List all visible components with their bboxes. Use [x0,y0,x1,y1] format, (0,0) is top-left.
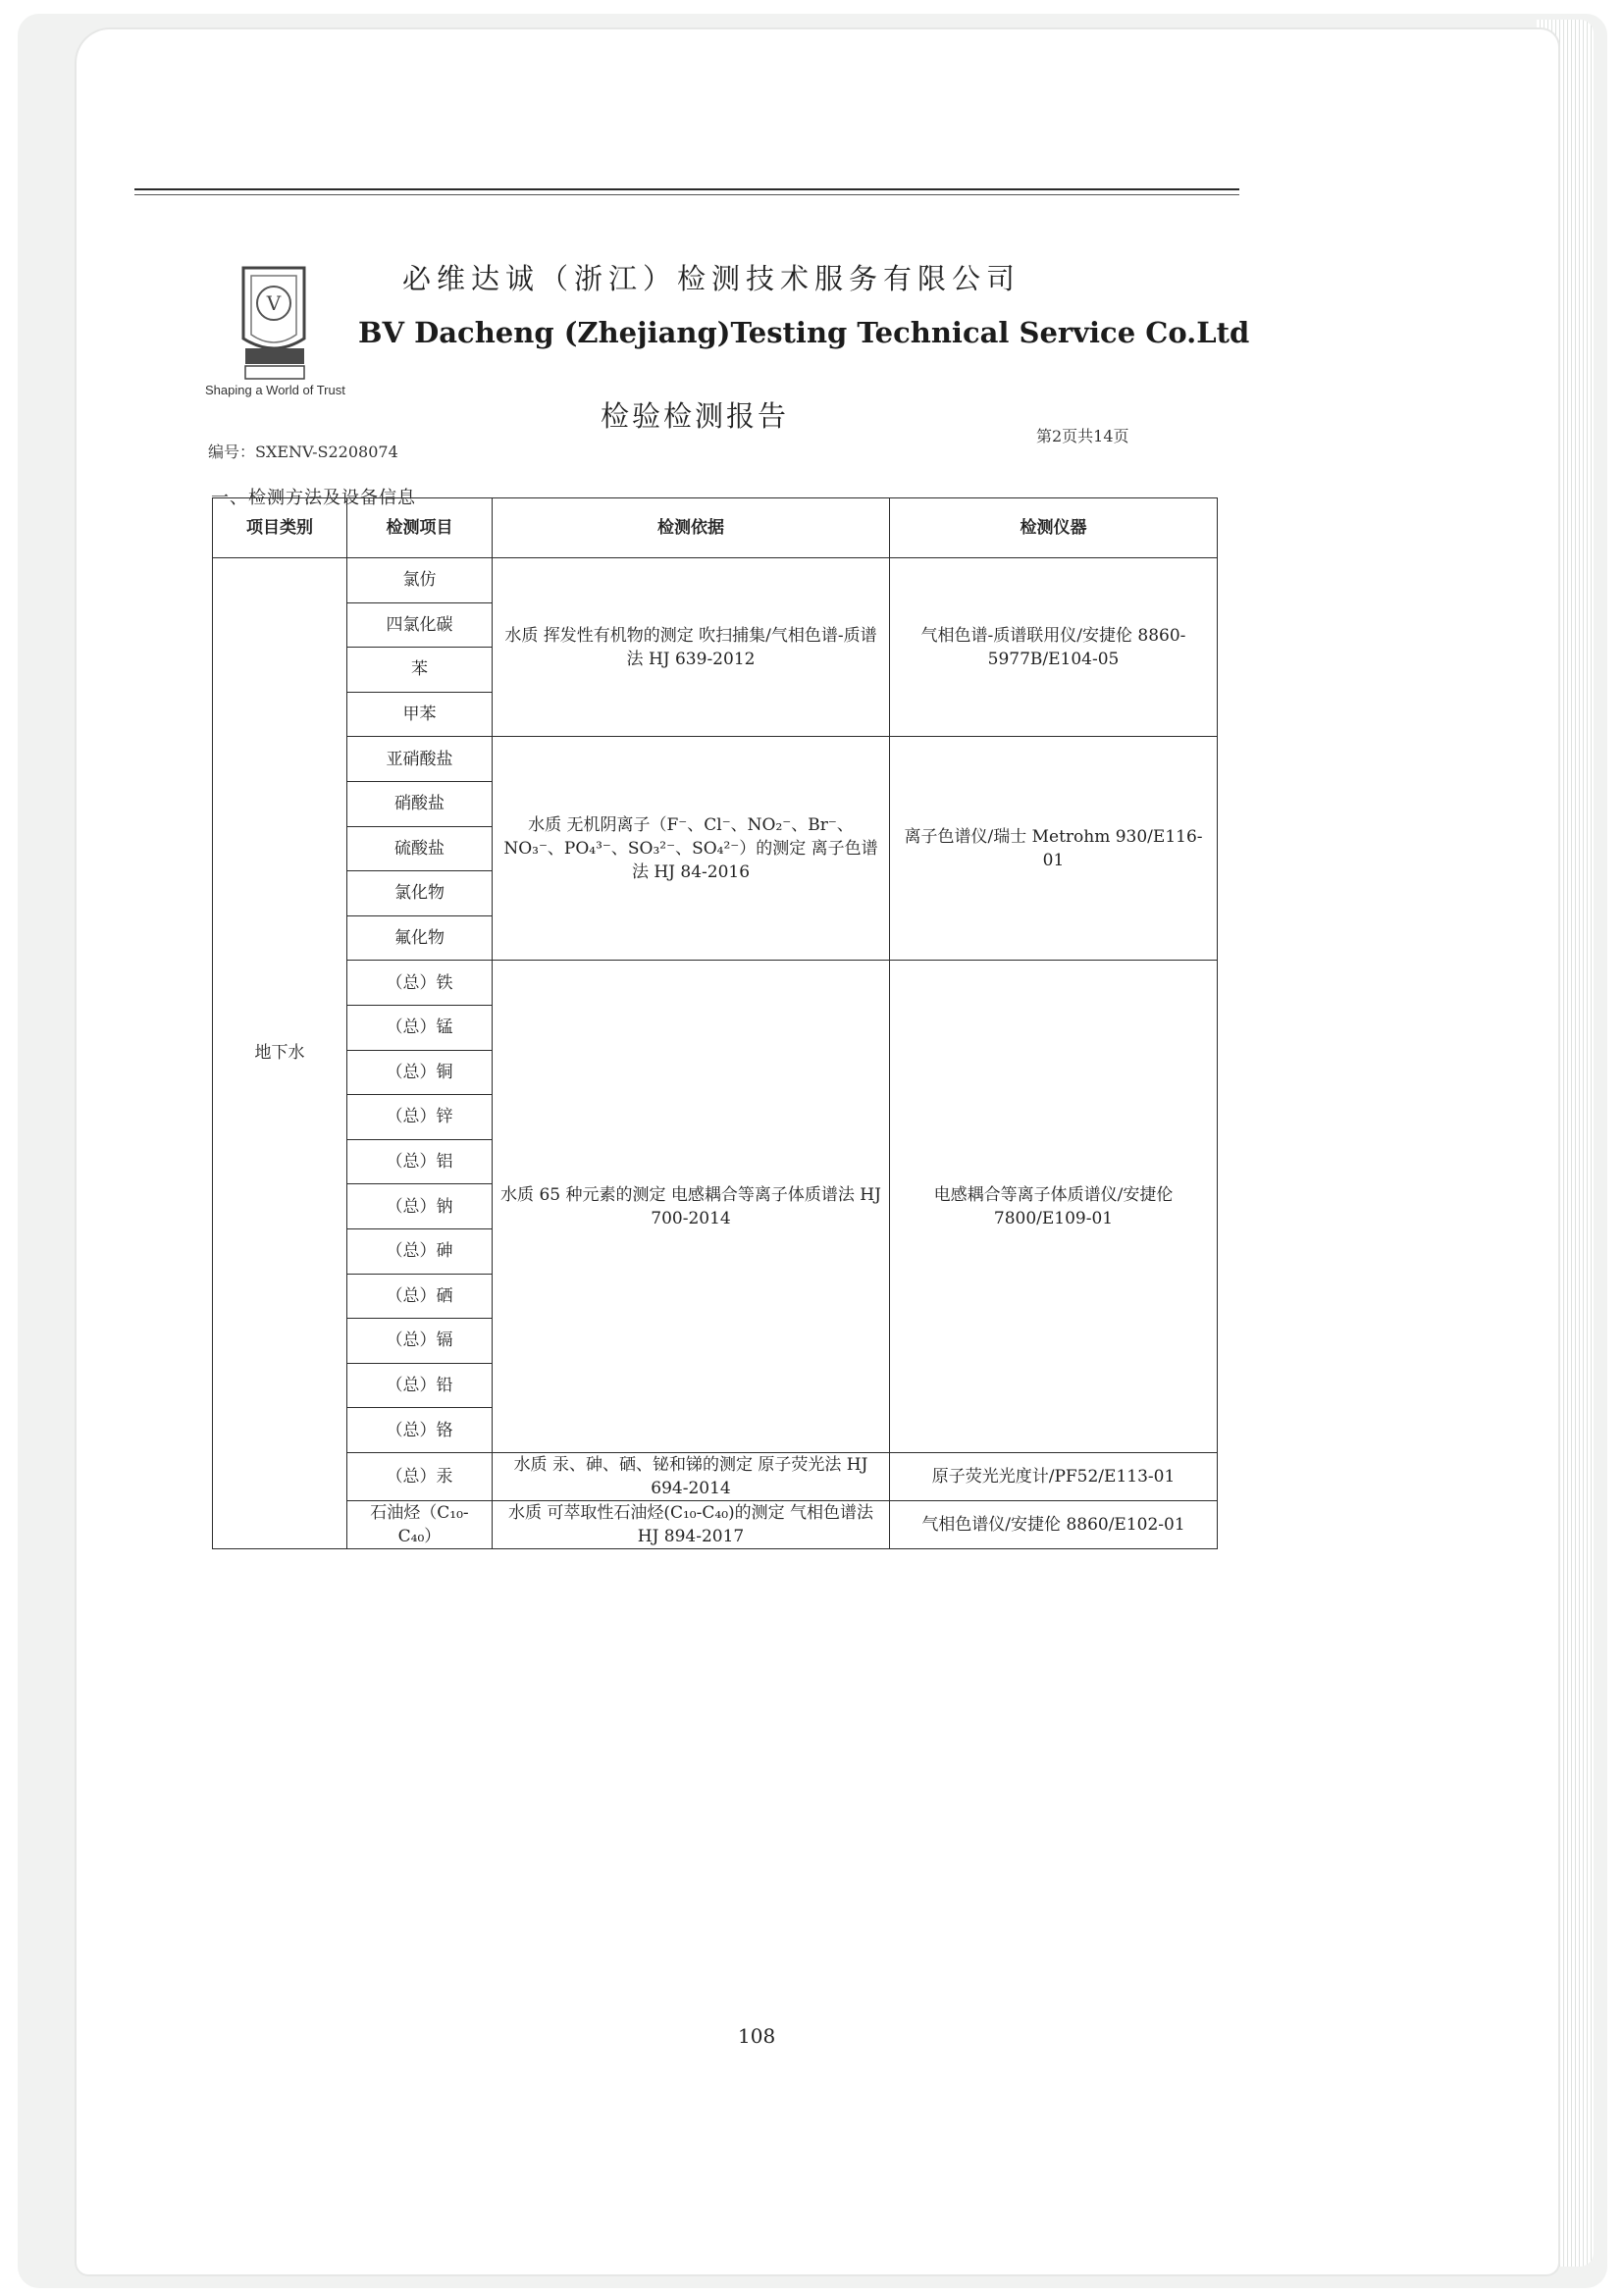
basis-cell: 水质 无机阴离子（F⁻、Cl⁻、NO₂⁻、Br⁻、NO₃⁻、PO₄³⁻、SO₃²⁻、SO₄²⁻）的测定 离子色谱法 HJ 84-2016 [493,737,890,961]
item-cell: 石油烃（C₁₀-C₄₀） [347,1500,493,1548]
company-name-english: BV Dacheng (Zhejiang)Testing Technical Service Co.Ltd [358,316,1250,349]
item-cell: （总）砷 [347,1228,493,1274]
item-cell: （总）钠 [347,1184,493,1229]
report-title: 检验检测报告 [601,399,790,433]
header-basis: 检测依据 [493,498,890,558]
item-cell: 苯 [347,648,493,693]
item-cell: （总）锌 [347,1095,493,1140]
instrument-cell: 气相色谱-质谱联用仪/安捷伦 8860-5977B/E104-05 [890,558,1218,737]
table-row [213,558,1218,603]
instrument-cell: 离子色谱仪/瑞士 Metrohm 930/E116-01 [890,737,1218,961]
section-title: 一、检测方法及设备信息 [211,488,416,508]
instrument-cell: 电感耦合等离子体质谱仪/安捷伦 7800/E109-01 [890,961,1218,1453]
page-number: 108 [738,2024,776,2048]
table-row [213,1500,1218,1548]
item-cell: 亚硝酸盐 [347,737,493,782]
bureau-veritas-logo [206,260,353,397]
header-instrument: 检测仪器 [890,498,1218,558]
basis-cell: 水质 挥发性有机物的测定 吹扫捕集/气相色谱-质谱法 HJ 639-2012 [493,558,890,737]
item-cell: 甲苯 [347,692,493,737]
basis-cell: 水质 可萃取性石油烃(C₁₀-C₄₀)的测定 气相色谱法 HJ 894-2017 [493,1500,890,1548]
table-row [213,737,1218,782]
item-cell: 氯化物 [347,871,493,916]
category-cell: 地下水 [213,558,347,1549]
item-cell: （总）铜 [347,1050,493,1095]
item-cell: （总）铝 [347,1139,493,1184]
item-cell: （总）铅 [347,1363,493,1408]
item-cell: 氯仿 [347,558,493,603]
item-cell: 氟化物 [347,915,493,961]
report-number: 编号：SXENV-S2208074 [208,443,398,461]
basis-cell: 水质 汞、砷、硒、铋和锑的测定 原子荧光法 HJ 694-2014 [493,1452,890,1500]
item-cell: （总）锰 [347,1005,493,1050]
table-row [213,1452,1218,1500]
bureau-veritas-logo-icon [206,260,353,397]
company-name-chinese: 必维达诚（浙江）检测技术服务有限公司 [402,262,1021,295]
header-rule-thin [134,194,1239,195]
instrument-cell: 气相色谱仪/安捷伦 8860/E102-01 [890,1500,1218,1548]
page-counter: 第2页共14页 [1036,427,1129,445]
instrument-cell: 原子荧光光度计/PF52/E113-01 [890,1452,1218,1500]
item-cell: （总）硒 [347,1274,493,1319]
item-cell: （总）铁 [347,961,493,1006]
header-rule [134,188,1239,190]
basis-cell: 水质 65 种元素的测定 电感耦合等离子体质谱法 HJ 700-2014 [493,961,890,1453]
item-cell: （总）铬 [347,1408,493,1453]
item-cell: 硫酸盐 [347,826,493,871]
item-cell: （总）镉 [347,1319,493,1364]
item-cell: 硝酸盐 [347,781,493,826]
table-header-row [213,498,1218,558]
item-cell: （总）汞 [347,1452,493,1500]
svg-text:V: V [266,291,282,315]
tagline: Shaping a World of Trust [205,383,345,397]
item-cell: 四氯化碳 [347,602,493,648]
table-row [213,961,1218,1006]
methods-table [212,497,1218,1549]
header-category: 项目类别 [213,498,347,558]
header-item: 检测项目 [347,498,493,558]
